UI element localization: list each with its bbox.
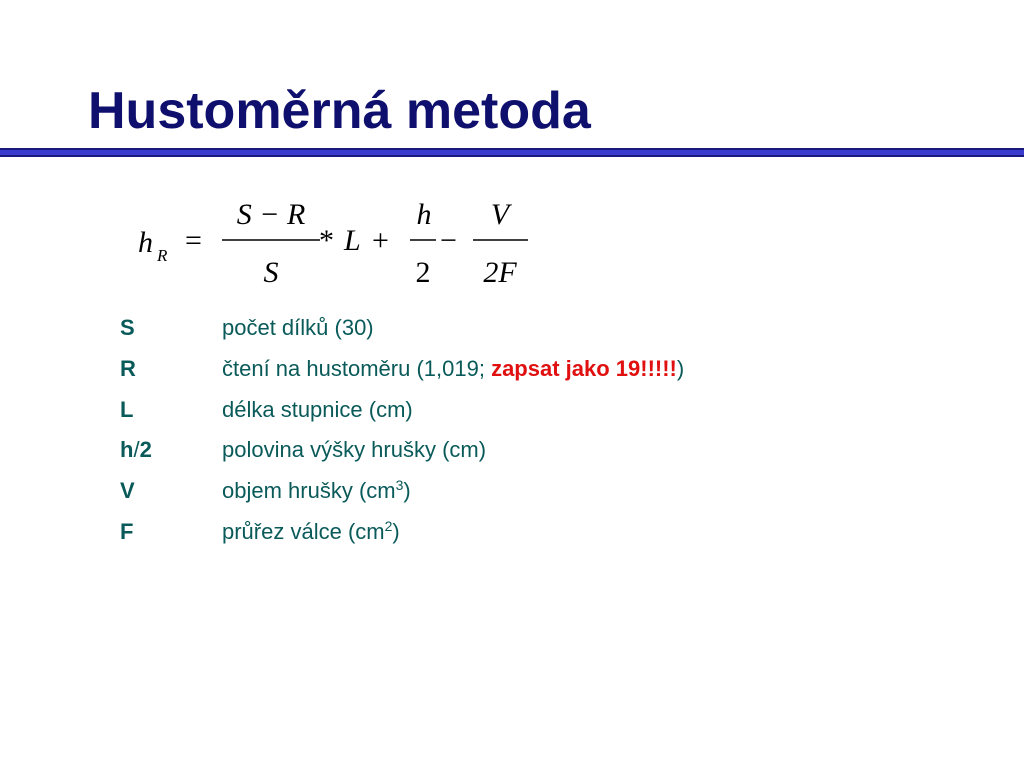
formula-lhs: h — [138, 226, 153, 259]
title-divider — [0, 148, 1024, 157]
legend-description: čtení na hustoměru (1,019; zapsat jako 19!!!!!) — [222, 355, 685, 381]
formula-frac2-numerator: h — [416, 198, 432, 231]
formula-plus: + — [372, 224, 389, 257]
warning-note: zapsat jako 19!!!!! — [491, 355, 677, 381]
formula-L: L — [344, 224, 361, 257]
legend-symbol: S — [120, 315, 135, 340]
legend-symbol: V — [120, 478, 135, 504]
legend-symbol: R — [120, 355, 136, 381]
formula-minus: − — [440, 224, 457, 257]
legend-symbol: L — [120, 396, 134, 422]
legend-description: průřez válce $(cm^2)$ — [222, 517, 400, 544]
slide-title: Hustoměrná metoda — [88, 82, 591, 140]
formula-times: * — [319, 224, 334, 257]
legend-description: délka stupnice (cm) — [222, 396, 413, 422]
formula-frac3-numerator: V — [490, 198, 510, 231]
formula-frac3-denominator: 2F — [483, 256, 517, 289]
formula-frac2-denominator: 2 — [415, 256, 431, 289]
formula-frac1-denominator: S — [263, 256, 279, 289]
legend-description: polovina výšky hrušky (cm) — [222, 437, 487, 463]
legend-description: objem hrušky $(cm^3)$ — [222, 477, 411, 504]
density-formula — [130, 190, 540, 295]
formula-equals: = — [185, 224, 202, 257]
formula-frac1-numerator: S − R — [236, 198, 306, 231]
legend-description: počet dílků (30) — [222, 315, 374, 340]
formula-lhs-subscript: R — [157, 246, 168, 265]
legend-symbol: F — [120, 518, 134, 544]
legend-symbol: h/2 — [120, 437, 152, 463]
